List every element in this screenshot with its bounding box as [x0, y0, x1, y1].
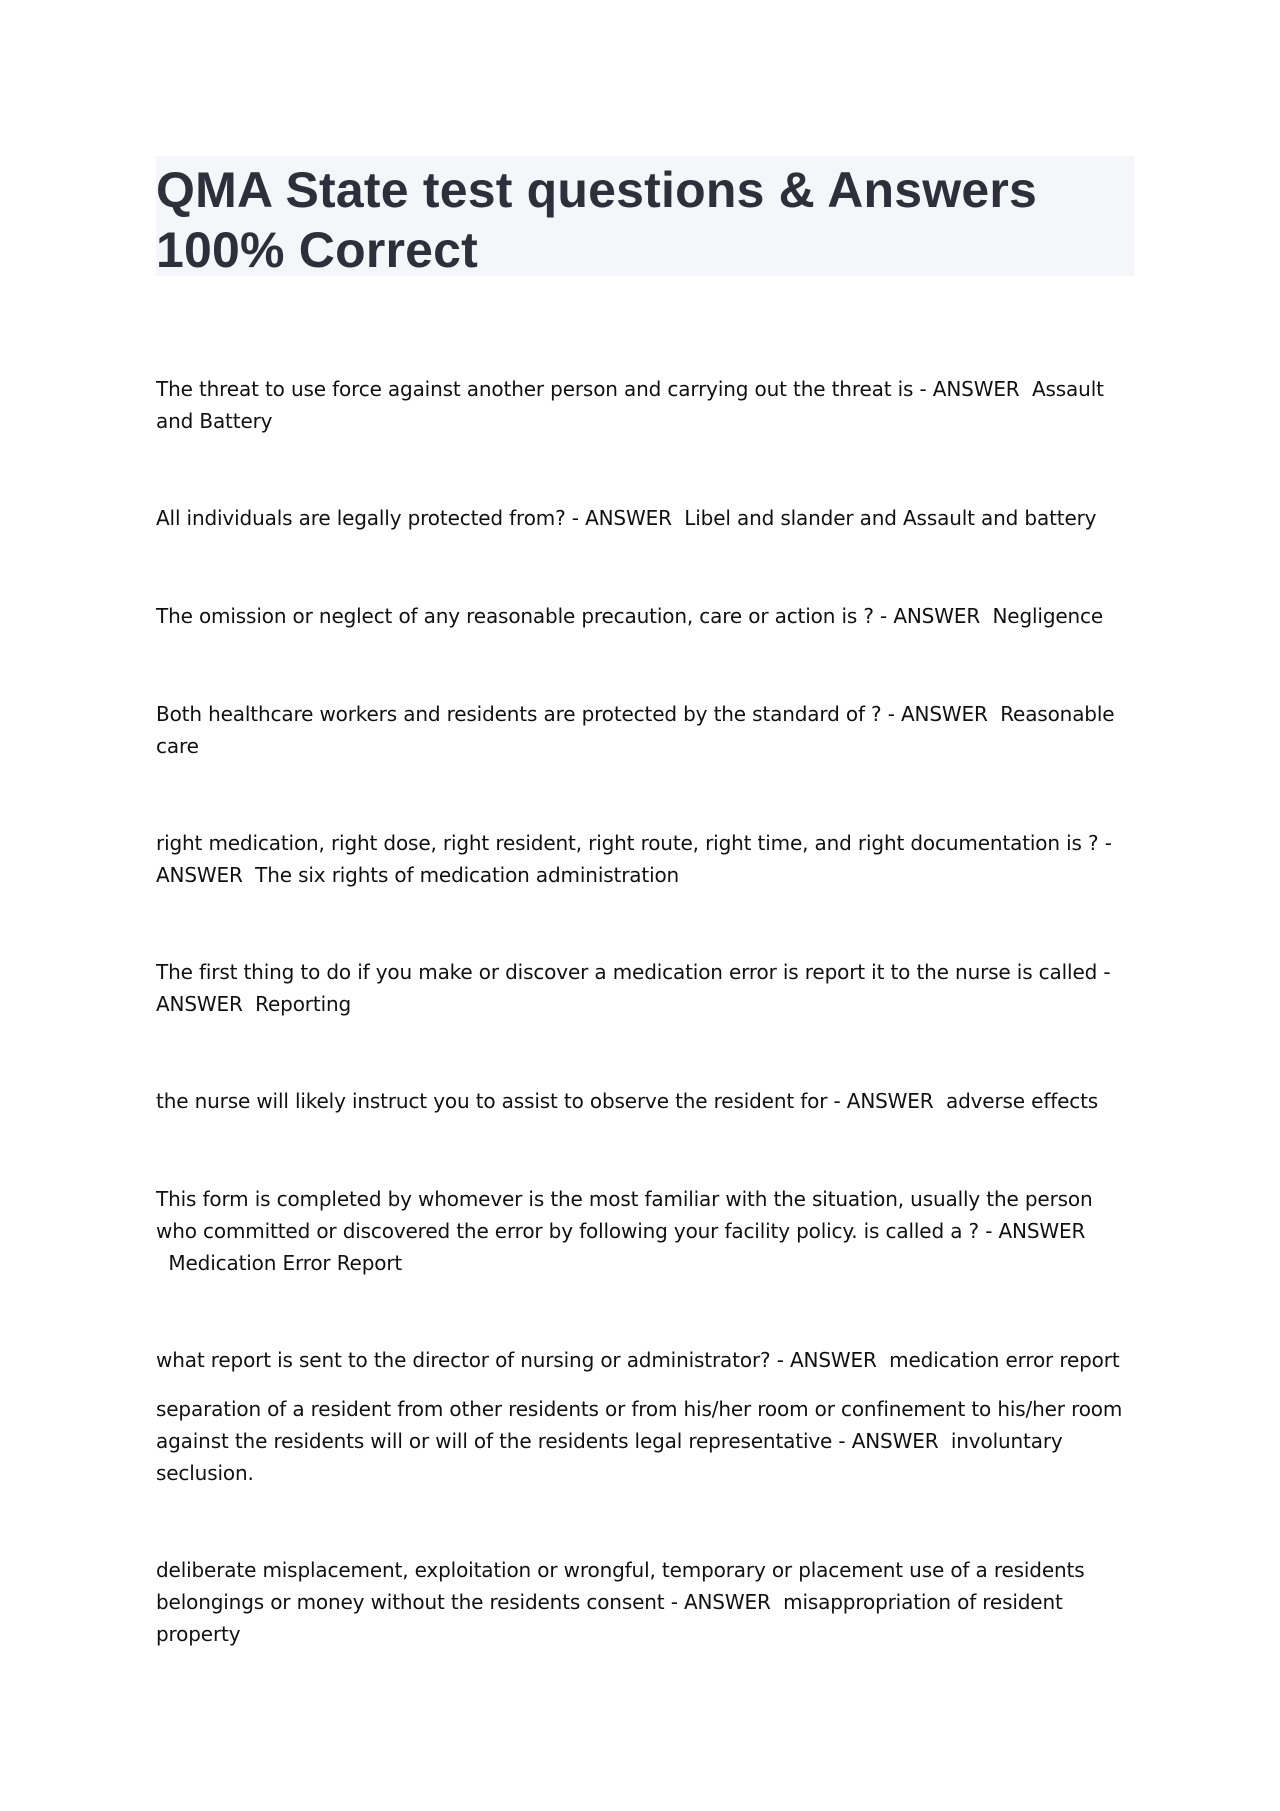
answer-marker: - ANSWER	[887, 702, 988, 726]
answer-marker: - ANSWER	[776, 1348, 877, 1372]
qa-item-10	[156, 1393, 1124, 1489]
question-text: the nurse will likely instruct you to assist to observe the resident for	[156, 1089, 828, 1113]
title-block	[156, 156, 1134, 276]
question-text: The threat to use force against another person and carrying out the threat is	[156, 377, 914, 401]
qa-item-7	[156, 1085, 1124, 1117]
answer-text: Libel and slander and Assault and battery	[684, 506, 1097, 530]
answer-marker: - ANSWER	[571, 506, 672, 530]
question-text: All individuals are legally protected from?	[156, 506, 566, 530]
qa-item-1	[156, 373, 1124, 437]
question-text: separation of a resident from other residents or from his/her room or confinement to his/her room against the residents will or will of the residents legal representative	[156, 1397, 1123, 1453]
answer-marker: - ANSWER	[833, 1089, 934, 1113]
question-text: This form is completed by whomever is the most familiar with the situation, usually the person who committed or discovered the error by following your facility policy. is called a ?	[156, 1187, 1093, 1243]
page-title	[156, 160, 1134, 280]
question-text: The first thing to do if you make or discover a medication error is report it to the nurse is called	[156, 960, 1098, 984]
qa-item-5	[156, 827, 1124, 891]
answer-text: Reasonable care	[156, 702, 1115, 758]
answer-text: Reporting	[255, 992, 352, 1016]
answer-marker: - ANSWER	[156, 960, 1111, 1016]
answer-text: adverse effects	[945, 1089, 1099, 1113]
answer-marker: - ANSWER	[985, 1219, 1086, 1243]
page-title-line-1: QMA State test questions & Answers	[156, 162, 1038, 218]
answer-text: Assault and Battery	[156, 377, 1104, 433]
qa-item-11	[156, 1554, 1124, 1650]
answer-text: Negligence	[992, 604, 1104, 628]
qa-item-3	[156, 600, 1124, 632]
answer-marker: - ANSWER	[156, 831, 1112, 887]
question-text: right medication, right dose, right resident, right route, right time, and right documentation is ?	[156, 831, 1099, 855]
answer-text: medication error report	[889, 1348, 1120, 1372]
question-text: deliberate misplacement, exploitation or wrongful, temporary or placement use of a residents belongings or money without the residents consent	[156, 1558, 1085, 1614]
answer-text: Medication Error Report	[168, 1251, 403, 1275]
answer-text: The six rights of medication administration	[255, 863, 680, 887]
qa-item-9	[156, 1344, 1124, 1376]
answer-text: misappropriation of resident property	[156, 1590, 1063, 1646]
answer-marker: - ANSWER	[880, 604, 981, 628]
question-text: what report is sent to the director of nursing or administrator?	[156, 1348, 771, 1372]
answer-marker: - ANSWER	[670, 1590, 771, 1614]
question-text: Both healthcare workers and residents are protected by the standard of ?	[156, 702, 882, 726]
question-text: The omission or neglect of any reasonable precaution, care or action is ?	[156, 604, 874, 628]
qa-item-2	[156, 502, 1124, 534]
qa-item-8	[156, 1183, 1124, 1279]
answer-marker: - ANSWER	[919, 377, 1020, 401]
answer-marker: - ANSWER	[838, 1429, 939, 1453]
answer-text: involuntary seclusion.	[156, 1429, 1063, 1485]
qa-item-6	[156, 956, 1124, 1020]
page-title-line-2: 100% Correct	[156, 222, 479, 278]
qa-item-4	[156, 698, 1124, 762]
